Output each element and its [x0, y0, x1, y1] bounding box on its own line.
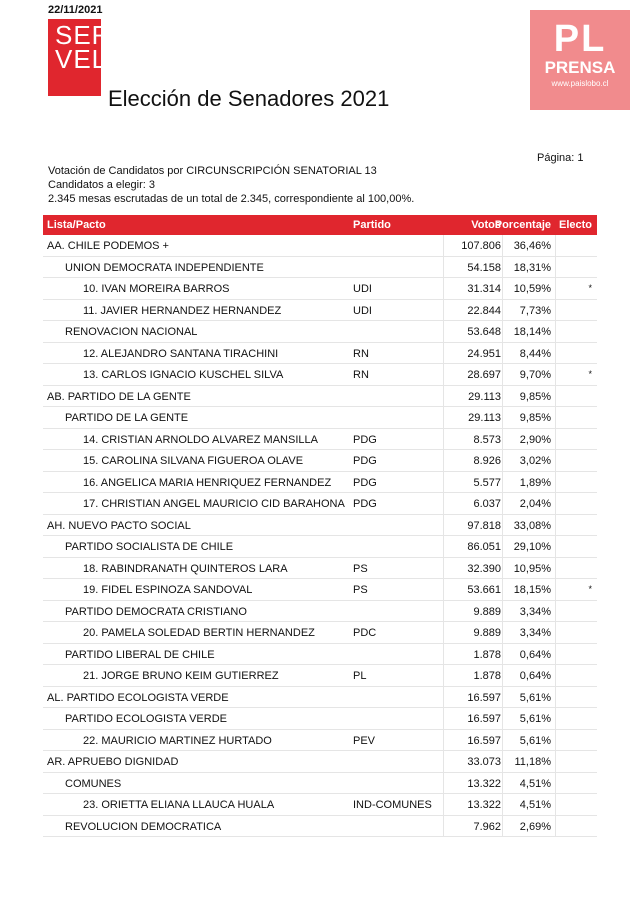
table-row: [43, 450, 597, 472]
cell-name: PARTIDO DE LA GENTE: [65, 412, 189, 425]
cell-name: PARTIDO DEMOCRATA CRISTIANO: [65, 605, 247, 618]
table-row: [43, 343, 597, 365]
cell-name: AA. CHILE PODEMOS +: [47, 240, 169, 252]
cell-percentage: 18,15%: [513, 584, 551, 597]
cell-votes: 28.697: [467, 369, 501, 382]
cell-percentage: 10,95%: [513, 562, 551, 575]
cell-party: PEV: [353, 734, 376, 747]
watermark-prensa: PRENSA: [544, 58, 616, 77]
cell-elected: *: [588, 283, 592, 294]
cell-votes: 31.314: [467, 283, 501, 296]
cell-percentage: 5,61%: [519, 691, 551, 704]
cell-votes: 16.597: [467, 691, 501, 704]
cell-name: UNION DEMOCRATA INDEPENDIENTE: [65, 261, 264, 274]
header-lista-pacto: Lista/Pacto: [47, 219, 106, 231]
cell-percentage: 5,61%: [519, 713, 551, 726]
table-row: [43, 278, 597, 300]
cell-percentage: 2,90%: [519, 433, 551, 446]
cell-party: PDC: [353, 627, 377, 640]
page-number: Página: 1: [537, 152, 584, 164]
cell-party: PL: [353, 670, 367, 683]
servel-logo: [48, 19, 112, 96]
cell-name: 23. ORIETTA ELIANA LLAUCA HUALA: [83, 799, 275, 812]
cell-percentage: 18,31%: [513, 261, 551, 274]
table-row: [43, 536, 597, 558]
cell-party: UDI: [353, 283, 372, 296]
table-row: [43, 816, 597, 838]
cell-name: AR. APRUEBO DIGNIDAD: [47, 756, 179, 769]
cell-name: 21. JORGE BRUNO KEIM GUTIERREZ: [83, 670, 279, 683]
cell-votes: 53.648: [467, 326, 501, 339]
table-row: [43, 235, 597, 257]
cell-votes: 32.390: [467, 562, 501, 575]
cell-party: PDG: [353, 433, 377, 446]
table-row: [43, 751, 597, 773]
results-table: [43, 215, 597, 837]
cell-name: 14. CRISTIAN ARNOLDO ALVAREZ MANSILLA: [83, 433, 318, 446]
table-row: [43, 622, 597, 644]
cell-name: 16. ANGELICA MARIA HENRIQUEZ FERNANDEZ: [83, 476, 332, 489]
table-row: [43, 472, 597, 494]
report-info: [48, 164, 414, 206]
cell-name: RENOVACION NACIONAL: [65, 326, 198, 339]
cell-votes: 16.597: [467, 713, 501, 726]
cell-name: 15. CAROLINA SILVANA FIGUEROA OLAVE: [83, 455, 304, 468]
cell-name: PARTIDO ECOLOGISTA VERDE: [65, 713, 227, 726]
cell-votes: 24.951: [467, 347, 501, 360]
cell-name: 19. FIDEL ESPINOZA SANDOVAL: [83, 584, 253, 597]
cell-party: PS: [353, 584, 368, 597]
table-row: [43, 773, 597, 795]
cell-votes: 29.113: [468, 412, 501, 425]
cell-name: REVOLUCION DEMOCRATICA: [65, 820, 222, 833]
logo-text-top: SER: [55, 20, 112, 50]
cell-votes: 9.889: [473, 627, 501, 640]
cell-votes: 53.661: [467, 584, 501, 597]
logo-text-bottom: VEL: [55, 44, 108, 74]
header-votos: Votos: [471, 219, 501, 231]
cell-votes: 107.806: [461, 240, 501, 252]
watermark-url: www.paislobo.cl: [551, 79, 609, 88]
table-header: [43, 215, 597, 235]
cell-name: AB. PARTIDO DE LA GENTE: [47, 390, 191, 403]
cell-name: 18. RABINDRANATH QUINTEROS LARA: [83, 562, 288, 575]
table-row: [43, 429, 597, 451]
cell-party: PDG: [353, 476, 377, 489]
cell-name: AL. PARTIDO ECOLOGISTA VERDE: [47, 691, 229, 704]
cell-party: RN: [353, 369, 369, 382]
cell-party: RN: [353, 347, 369, 360]
cell-votes: 86.051: [467, 541, 501, 554]
cell-percentage: 4,51%: [519, 799, 551, 812]
cell-percentage: 0,64%: [519, 648, 551, 661]
cell-name: 13. CARLOS IGNACIO KUSCHEL SILVA: [83, 369, 284, 382]
column-divider: [555, 235, 556, 837]
cell-percentage: 8,44%: [519, 347, 551, 360]
cell-percentage: 4,51%: [519, 777, 551, 790]
cell-party: PDG: [353, 455, 377, 468]
table-row: [43, 665, 597, 687]
cell-party: IND-COMUNES: [353, 799, 432, 812]
cell-votes: 8.573: [473, 433, 501, 446]
table-row: [43, 407, 597, 429]
cell-percentage: 29,10%: [513, 541, 551, 554]
cell-percentage: 1,89%: [519, 476, 551, 489]
cell-name: 10. IVAN MOREIRA BARROS: [83, 283, 230, 296]
cell-votes: 5.577: [473, 476, 501, 489]
cell-name: 17. CHRISTIAN ANGEL MAURICIO CID BARAHONA: [83, 498, 345, 511]
cell-name: 11. JAVIER HERNANDEZ HERNANDEZ: [83, 304, 282, 317]
table-row: [43, 794, 597, 816]
watermark-pl: PL: [553, 18, 607, 60]
cell-percentage: 9,70%: [519, 369, 551, 382]
cell-percentage: 11,18%: [514, 756, 551, 769]
cell-name: 12. ALEJANDRO SANTANA TIRACHINI: [83, 347, 279, 360]
cell-name: PARTIDO SOCIALISTA DE CHILE: [65, 541, 234, 554]
table-row: [43, 257, 597, 279]
table-row: [43, 644, 597, 666]
table-row: [43, 493, 597, 515]
cell-percentage: 33,08%: [513, 519, 551, 532]
table-row: [43, 708, 597, 730]
cell-votes: 13.322: [467, 799, 501, 812]
table-row: [43, 730, 597, 752]
info-line-3: 2.345 mesas escrutadas de un total de 2.345, correspondiente al 100,00%.: [48, 193, 415, 205]
table-body: [43, 235, 597, 837]
cell-votes: 7.962: [473, 820, 501, 833]
cell-name: 22. MAURICIO MARTINEZ HURTADO: [83, 734, 272, 747]
cell-votes: 54.158: [467, 261, 501, 274]
cell-percentage: 18,14%: [513, 326, 551, 339]
cell-name: COMUNES: [65, 777, 122, 790]
cell-percentage: 5,61%: [519, 734, 551, 747]
cell-percentage: 2,04%: [519, 498, 551, 511]
table-row: [43, 687, 597, 709]
info-line-1: Votación de Candidatos por CIRCUNSCRIPCIÓN SENATORIAL 13: [48, 165, 377, 177]
cell-percentage: 3,34%: [519, 627, 551, 640]
table-row: [43, 364, 597, 386]
table-row: [43, 300, 597, 322]
cell-votes: 9.889: [473, 605, 501, 618]
cell-votes: 1.878: [473, 670, 501, 683]
cell-elected: *: [588, 584, 592, 595]
header-electo: Electo: [558, 219, 592, 231]
table-row: [43, 515, 597, 537]
cell-percentage: 9,85%: [519, 412, 551, 425]
cell-percentage: 3,02%: [519, 455, 551, 468]
watermark-logo: [530, 10, 630, 110]
cell-party: UDI: [353, 304, 372, 317]
cell-votes: 97.818: [467, 519, 501, 532]
cell-party: PS: [353, 562, 368, 575]
cell-name: AH. NUEVO PACTO SOCIAL: [47, 519, 191, 532]
cell-percentage: 10,59%: [513, 283, 551, 296]
cell-votes: 8.926: [473, 455, 501, 468]
cell-percentage: 3,34%: [519, 605, 551, 618]
cell-percentage: 9,85%: [519, 390, 551, 403]
cell-votes: 13.322: [467, 777, 501, 790]
table-row: [43, 601, 597, 623]
cell-votes: 6.037: [473, 498, 501, 511]
cell-votes: 16.597: [467, 734, 501, 747]
info-line-2: Candidatos a elegir: 3: [48, 179, 156, 191]
cell-party: PDG: [353, 498, 377, 511]
table-row: [43, 579, 597, 601]
cell-name: PARTIDO LIBERAL DE CHILE: [65, 648, 215, 661]
cell-votes: 29.113: [468, 390, 501, 403]
table-row: [43, 321, 597, 343]
cell-name: 20. PAMELA SOLEDAD BERTIN HERNANDEZ: [83, 627, 315, 640]
cell-percentage: 36,46%: [513, 240, 551, 252]
table-row: [43, 558, 597, 580]
cell-elected: *: [588, 369, 592, 380]
cell-votes: 1.878: [473, 648, 501, 661]
cell-votes: 22.844: [467, 304, 501, 317]
column-divider: [443, 235, 444, 837]
cell-percentage: 0,64%: [519, 670, 551, 683]
header-partido: Partido: [353, 219, 391, 231]
report-date: 22/11/2021: [48, 4, 103, 16]
column-divider: [502, 235, 503, 837]
cell-percentage: 7,73%: [519, 304, 551, 317]
header-porcentaje: Porcentaje: [494, 219, 551, 231]
cell-votes: 33.073: [467, 756, 501, 769]
cell-percentage: 2,69%: [519, 820, 551, 833]
page-title: Elección de Senadores 2021: [108, 86, 390, 111]
table-row: [43, 386, 597, 408]
